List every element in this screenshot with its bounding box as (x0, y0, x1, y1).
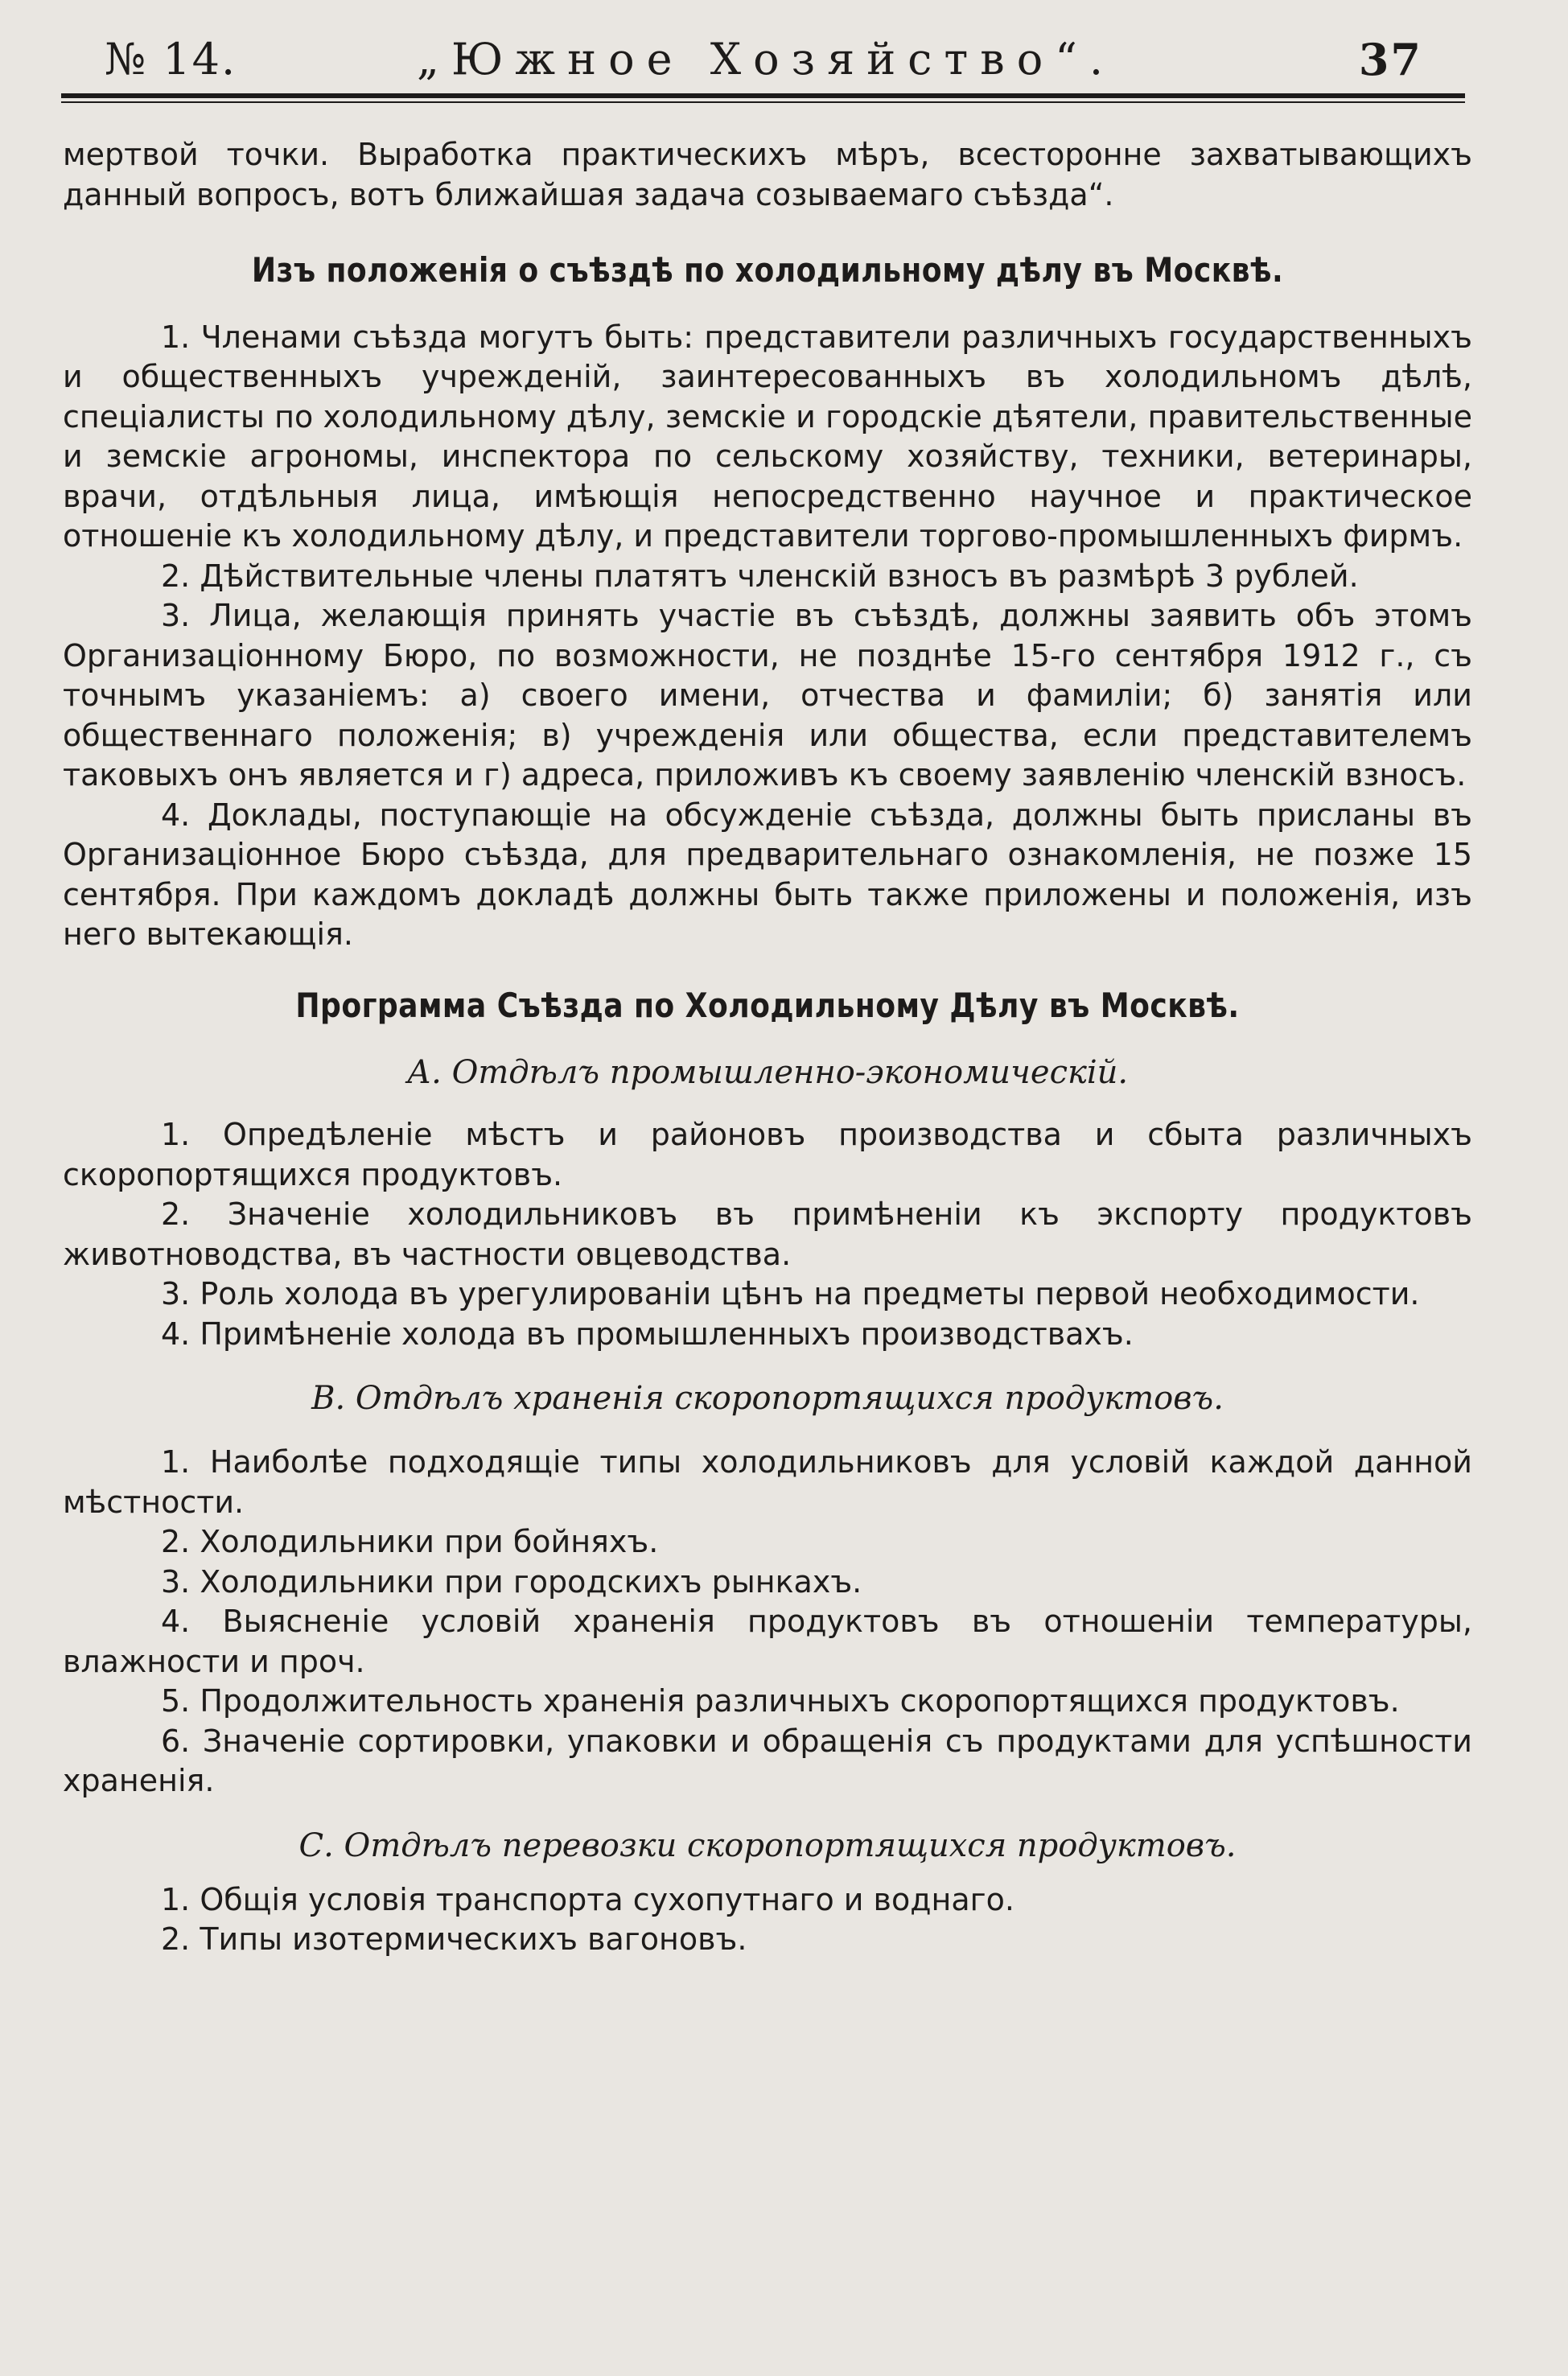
department-c-title: С. Отдѣлъ перевозки скоропортящихся продуктовъ. (298, 1826, 1237, 1864)
header-rule-thin (61, 101, 1465, 103)
regulation-paragraph: 4. Доклады, поступающіе на обсужденіе съѣзда, должны быть присланы въ Организаціонное Бюро съѣзда, для предварительнаго ознакомленія, не позже 15 сентября. При каждомъ докладѣ должны быть также приложены и положенія, изъ него вытекающія. (63, 797, 1472, 952)
regulations-heading: Изъ положенія о съѣздѣ по холодильному дѣлу въ Москвѣ. (251, 250, 1284, 290)
program-item: 4. Выясненіе условій храненія продуктовъ въ отношеніи температуры, влажности и проч. (63, 1604, 1472, 1679)
program-item: 2. Типы изотермическихъ вагоновъ. (161, 1921, 747, 1957)
running-header (63, 34, 1422, 98)
program-item: 4. Примѣненіе холода въ промышленныхъ производствахъ. (161, 1316, 1134, 1352)
program-item: 1. Опредѣленіе мѣстъ и районовъ производства и сбыта различныхъ скоропортящихся продуктовъ. (63, 1117, 1472, 1192)
regulation-paragraph: 3. Лица, желающія принять участіе въ съѣздѣ, должны заявить объ этомъ Организаціонному Бюро, по возможности, не позднѣе 15-го сентября 1912 г., съ точнымъ указаніемъ: а) своего имени, отчества и фамиліи; б) занятія или общественнаго положенія; в) учрежденія или общества, если представителемъ таковыхъ онъ является и г) адреса, приложивъ къ своему заявленію членскій взносъ. (63, 598, 1472, 793)
page-number: 37 (1358, 34, 1422, 85)
issue-number: № 14. (105, 34, 237, 84)
intro-paragraph: мертвой точки. Выработка практическихъ мѣръ, всесторонне захватывающихъ данный вопросъ, вотъ ближайшая задача созываемаго съѣзда“. (63, 137, 1472, 212)
program-item: 1. Общія условія транспорта сухопутнаго и воднаго. (161, 1881, 1014, 1917)
program-item: 6. Значеніе сортировки, упаковки и обращенія съ продуктами для успѣшности храненія. (63, 1723, 1472, 1798)
program-item: 1. Наиболѣе подходящіе типы холодильниковъ для условій каждой данной мѣстности. (63, 1444, 1472, 1520)
program-item: 3. Роль холода въ урегулированіи цѣнъ на предметы первой необходимости. (161, 1276, 1420, 1312)
program-item: 2. Значеніе холодильниковъ въ примѣненіи къ экспорту продуктовъ животноводства, въ частности овцеводства. (63, 1196, 1472, 1272)
program-item: 2. Холодильники при бойняхъ. (161, 1524, 659, 1559)
regulation-paragraph: 1. Членами съѣзда могутъ быть: представители различныхъ государственныхъ и общественныхъ учрежденій, заинтересованныхъ въ холодильномъ дѣлѣ, спеціалисты по холодильному дѣлу, земскіе и городскіе дѣятели, правительственные и земскіе агрономы, инспектора по сельскому хозяйству, техники, ветеринары, врачи, отдѣльныя лица, имѣющія непосредственно научное и практическое отношеніе къ холодильному дѣлу, и представители торгово-промышленныхъ фирмъ. (63, 319, 1472, 554)
regulation-paragraph: 2. Дѣйствительные члены платятъ членскій взносъ въ размѣрѣ 3 рублей. (161, 558, 1359, 594)
header-rule-thick (61, 93, 1465, 98)
department-a-title: А. Отдѣлъ промышленно-экономическій. (406, 1054, 1129, 1091)
program-heading: Программа Съѣзда по Холодильному Дѣлу въ Москвѣ. (295, 985, 1240, 1025)
journal-title: „Южное Хозяйство“. (417, 34, 1115, 84)
department-b-title: В. Отдѣлъ храненія скоропортящихся продуктовъ. (311, 1380, 1224, 1417)
page-body (63, 135, 1472, 1960)
program-item: 5. Продолжительность храненія различныхъ скоропортящихся продуктовъ. (161, 1683, 1400, 1719)
program-item: 3. Холодильники при городскихъ рынкахъ. (161, 1563, 862, 1600)
